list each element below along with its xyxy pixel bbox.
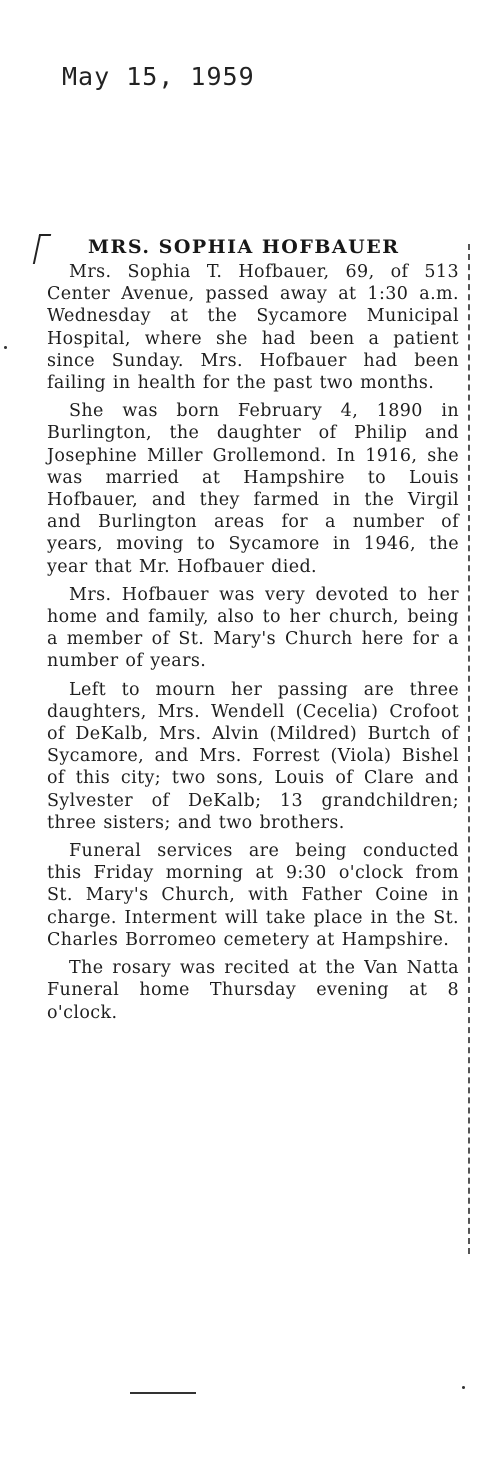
scan-speck — [462, 1386, 465, 1389]
paragraph-biography: She was born February 4, 1890 in Burlington, the daughter of Philip and Josephine Miller Grollemond. In 1916, she was married at Hampshire to Louis Hofbauer, and they farmed in the Virgil and Burlington areas for a number of years, moving to Sycamore in 1946, the year that Mr. Hofbauer died. — [47, 401, 459, 577]
paragraph-rosary: The rosary was recited at the Van Natta Funeral home Thursday evening at 8 o'clock. — [47, 958, 459, 1023]
newspaper-clipping — [36, 232, 472, 1412]
paragraph-survivors: Left to mourn her passing are three daughters, Mrs. Wendell (Cecelia) Crofoot of DeKalb, Mrs. Alvin (Mildred) Burtch of Sycamore, and Mrs. Forrest (Viola) Bishel of this city; two sons, Louis of Clare and Sylvester of DeKalb; 13 grandchildren; three sisters; and two brothers. — [47, 679, 459, 833]
clipping-date: May 15, 1959 — [62, 62, 255, 91]
clipping-corner-mark — [33, 234, 51, 264]
obituary-body — [47, 261, 459, 1024]
paragraph-devotion: Mrs. Hofbauer was very devoted to her home and family, also to her church, being a member of St. Mary's Church here for a number of years. — [47, 584, 459, 672]
paragraph-funeral: Funeral services are being conducted this Friday morning at 9:30 o'clock from St. Mary's Church, with Father Coine in charge. Interment will take place in the St. Charles Borromeo cemetery at Hampshire. — [47, 841, 459, 950]
scan-speck — [4, 346, 7, 349]
paragraph-announcement: Mrs. Sophia T. Hofbauer, 69, of 513 Center Avenue, passed away at 1:30 a.m. Wednesday at the Sycamore Municipal Hospital, where she had been a patient since Sunday. Mrs. Hofbauer had been failing in health for the past two months. — [47, 262, 459, 394]
clipping-edge-rule — [468, 244, 470, 1254]
end-divider — [130, 1392, 196, 1394]
obituary-headline: MRS. SOPHIA HOFBAUER — [88, 236, 400, 258]
